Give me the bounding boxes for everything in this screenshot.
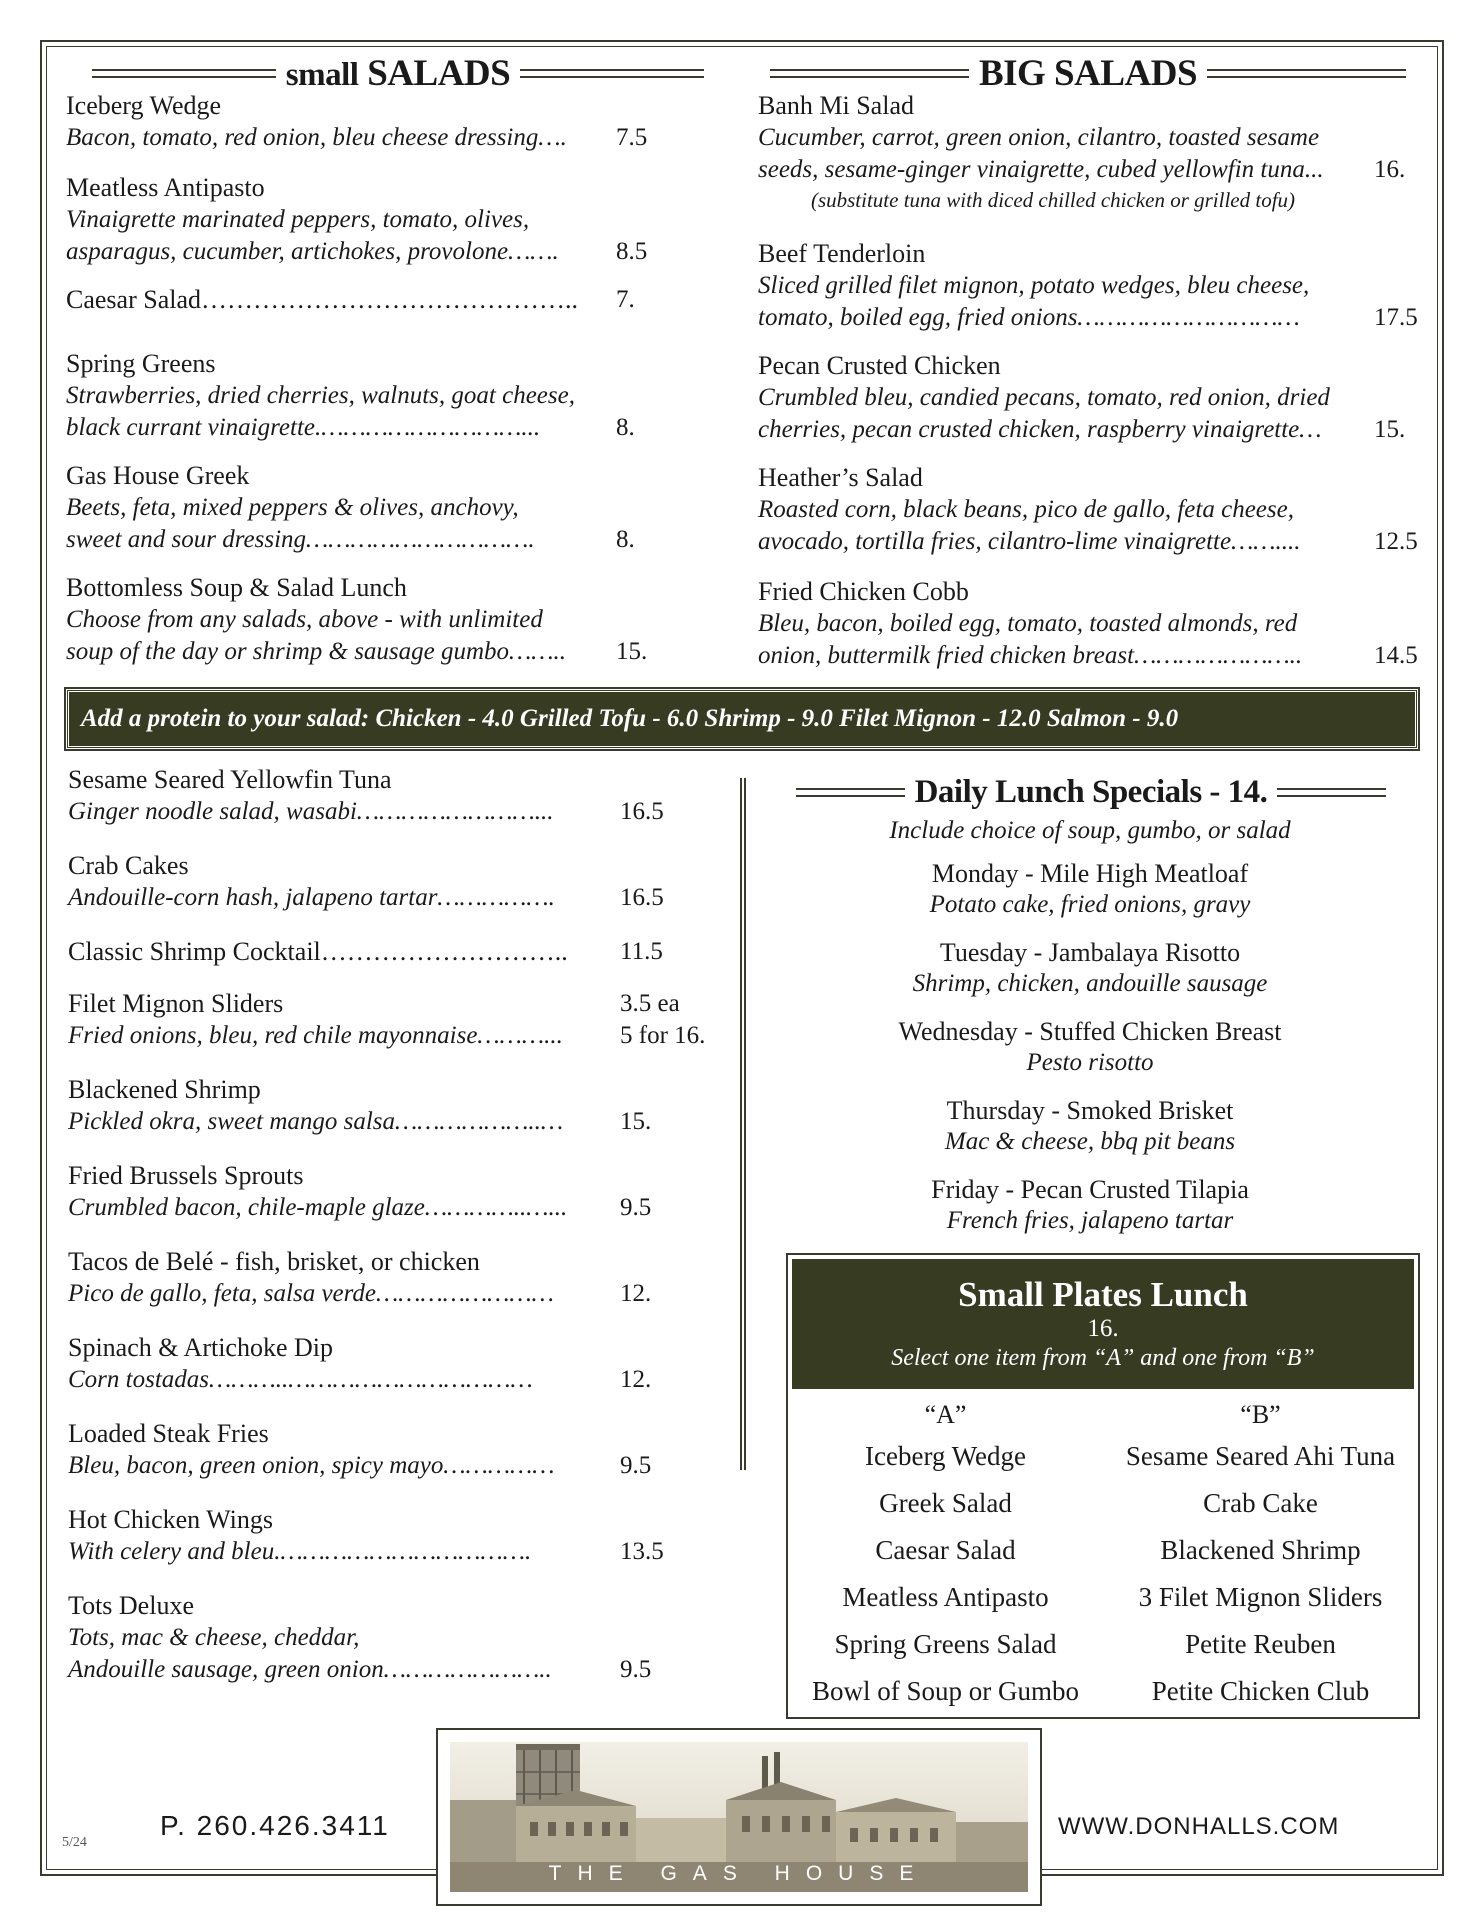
column-a-item: Bowl of Soup or Gumbo [811,1676,1079,1706]
item-desc: cherries, pecan crusted chicken, raspberry vinaigrette… [758,416,1322,443]
column-b-heading: “B” [1240,1400,1281,1429]
item-name: Meatless Antipasto [66,173,265,202]
item-desc: Pico de gallo, feta, salsa verde…………………… [68,1280,554,1307]
special-item [790,1095,1390,1157]
special-dish: Mac & cheese, bbq pit beans [944,1128,1236,1155]
daily-specials [790,816,1390,1236]
item-name: Caesar Salad…………………………………….. [66,285,579,314]
specials-intro: Include choice of soup, gumbo, or salad [889,817,1291,844]
column-b-item: Crab Cake [1203,1488,1318,1518]
item-price: 12. [620,1366,652,1393]
item-desc: Andouille sausage, green onion………………….. [68,1656,552,1683]
column-a-item: Iceberg Wedge [865,1441,1026,1471]
column-b-item: Petite Chicken Club [1151,1676,1370,1706]
column-b-item: Sesame Seared Ahi Tuna [1125,1441,1396,1471]
item-price: 15. [1374,416,1406,443]
menu-item [68,850,718,914]
special-item [790,1174,1390,1236]
menu-item [66,172,666,268]
item-price: 12. [620,1280,652,1307]
menu-item [68,1160,718,1224]
special-item [790,937,1390,999]
column-a-heading: “A” [924,1400,967,1429]
small-plates-list [68,764,718,1694]
daily-specials-heading-text: Daily Lunch Specials - 14. [914,774,1268,810]
column-a-item: Greek Salad [879,1488,1012,1518]
big-salads-heading-text: BIG SALADS [978,53,1198,94]
column-divider [740,778,746,1470]
item-price: 8. [616,414,635,441]
menu-item [68,1418,718,1482]
heading-rule [796,788,905,797]
item-name: Loaded Steak Fries [68,1419,269,1448]
heading-rule [1207,69,1406,78]
column-b-item: Blackened Shrimp [1160,1535,1361,1565]
item-name: Filet Mignon Sliders [68,989,284,1018]
menu-item [68,1246,718,1310]
item-price: 16. [1374,156,1406,183]
item-desc: Vinaigrette marinated peppers, tomato, olives, [66,206,530,233]
item-desc: avocado, tortilla fries, cilantro-lime vinaigrette…….... [758,528,1301,555]
special-dish: French fries, jalapeno tartar [946,1207,1234,1234]
column-b-item: Petite Reuben [1185,1629,1336,1659]
menu-item [68,988,718,1052]
item-desc: black currant vinaigrette.………………………... [66,414,541,441]
item-note: (substitute tuna with diced chilled chicken or grilled tofu) [810,188,1296,212]
small-salads-heading-main: SALADS [367,53,511,94]
item-name: Spring Greens [66,349,216,378]
menu-item [66,460,666,556]
big-salads-heading [770,52,1406,95]
website-link[interactable]: WWW.DONHALLS.COM [1058,1813,1340,1840]
small-salads-heading [92,52,704,95]
column-a [788,1397,1103,1715]
item-name: Sesame Seared Yellowfin Tuna [68,765,392,794]
special-dish: Shrimp, chicken, andouille sausage [912,970,1268,997]
item-desc: Pickled okra, sweet mango salsa………………..… [68,1108,564,1135]
column-b-item: 3 Filet Mignon Sliders [1138,1582,1383,1612]
item-price: 3.5 ea [620,990,680,1017]
item-desc: Bacon, tomato, red onion, bleu cheese dressing…. [66,124,567,151]
menu-item [68,1074,718,1138]
item-desc: With celery and bleu.……………………………. [68,1538,532,1565]
item-name: Tacos de Belé - fish, brisket, or chicken [68,1247,480,1276]
menu-item [66,284,666,316]
item-name: Bottomless Soup & Salad Lunch [66,573,407,602]
item-desc: Crumbled bacon, chile-maple glaze…………..…... [68,1194,568,1221]
heading-rule [770,69,969,78]
menu-item [68,1332,718,1396]
special-dish: Pesto risotto [1026,1049,1154,1076]
column-a-item: Spring Greens Salad [834,1629,1057,1659]
item-desc: Beets, feta, mixed peppers & olives, anchovy, [66,494,519,521]
item-name: Spinach & Artichoke Dip [68,1333,334,1362]
item-price: 7.5 [616,124,648,151]
menu-item [68,1590,718,1686]
item-desc: Choose from any salads, above - with unlimited [66,606,543,633]
item-desc: Sliced grilled filet mignon, potato wedges, bleu cheese, [758,272,1310,299]
menu-item [68,764,718,828]
item-price: 14.5 [1374,642,1418,669]
small-salads-list [66,90,666,680]
small-plates-lunch-subtitle: Select one item from “A” and one from “B” [891,1345,1315,1371]
special-item [790,1016,1390,1078]
special-day: Tuesday - Jambalaya Risotto [939,938,1241,967]
item-price: 7. [616,286,635,313]
item-price: 16.5 [620,884,664,911]
special-day: Wednesday - Stuffed Chicken Breast [898,1017,1282,1046]
item-desc: Fried onions, bleu, red chile mayonnaise………... [68,1022,563,1049]
menu-item [68,1504,718,1568]
item-price: 8.5 [616,238,648,265]
menu-item [758,462,1428,558]
item-desc: onion, buttermilk fried chicken breast………………….. [758,642,1303,669]
small-plates-lunch-title: Small Plates Lunch [958,1275,1248,1314]
item-name: Pecan Crusted Chicken [758,351,1001,380]
item-price: 9.5 [620,1452,652,1479]
item-desc: soup of the day or shrimp & sausage gumbo…….. [66,638,567,665]
item-desc: Strawberries, dried cherries, walnuts, goat cheese, [66,382,575,409]
item-name: Tots Deluxe [68,1591,194,1620]
item-price: 12.5 [1374,528,1418,555]
item-desc: tomato, boiled egg, fried onions………………………… [758,304,1300,331]
item-name: Fried Brussels Sprouts [68,1161,304,1190]
special-dish: Potato cake, fried onions, gravy [929,891,1251,918]
photo-caption: THE GAS HOUSE [548,1862,930,1885]
item-name: Crab Cakes [68,851,189,880]
heading-rule [520,69,704,78]
item-desc: seeds, sesame-ginger vinaigrette, cubed yellowfin tuna... [758,156,1324,183]
item-price: 16.5 [620,798,664,825]
item-desc: Corn tostadas………..…………………………… [68,1366,533,1393]
menu-item [758,576,1428,672]
menu-item [66,348,666,444]
item-name: Blackened Shrimp [68,1075,261,1104]
item-price: 15. [616,638,648,665]
menu-item [66,90,666,154]
menu-item [758,350,1428,446]
item-desc: Bleu, bacon, green onion, spicy mayo…………… [68,1452,555,1479]
item-name: Heather’s Salad [758,463,923,492]
item-price: 11.5 [620,938,663,965]
item-desc: Crumbled bleu, candied pecans, tomato, red onion, dried [758,384,1330,411]
item-name: Banh Mi Salad [758,91,914,120]
small-plates-lunch-header [792,1259,1414,1389]
item-desc: sweet and sour dressing…………………………. [66,526,535,553]
item-price-alt: 5 for 16. [620,1022,706,1049]
small-plates-lunch-box [786,1253,1420,1719]
small-salads-heading-small: small [285,57,359,93]
item-price: 17.5 [1374,304,1418,331]
gas-house-photo [436,1728,1042,1906]
small-plates-lunch-columns [788,1397,1418,1715]
item-price: 8. [616,526,635,553]
item-desc: Bleu, bacon, boiled egg, tomato, toasted almonds, red [758,610,1298,637]
special-day: Thursday - Smoked Brisket [946,1096,1234,1125]
small-plates-lunch-price: 16. [1087,1315,1119,1342]
item-price: 9.5 [620,1656,652,1683]
menu-item [758,238,1428,334]
item-desc: Roasted corn, black beans, pico de gallo, feta cheese, [758,496,1294,523]
item-desc: asparagus, cucumber, artichokes, provolone……. [66,238,559,265]
heading-rule [92,69,276,78]
special-item [790,858,1390,920]
menu-date: 5/24 [62,1835,87,1850]
item-name: Hot Chicken Wings [68,1505,274,1534]
big-salads-list [758,90,1428,680]
item-name: Beef Tenderloin [758,239,926,268]
menu-item [758,90,1428,214]
menu-item [66,572,666,668]
special-day: Monday - Mile High Meatloaf [931,859,1249,888]
item-name: Classic Shrimp Cocktail……………………….. [68,937,568,966]
special-day: Friday - Pecan Crusted Tilapia [931,1175,1249,1204]
item-desc: Cucumber, carrot, green onion, cilantro, toasted sesame [758,124,1320,151]
column-a-item: Meatless Antipasto [842,1582,1049,1612]
phone-number: P. 260.426.3411 [160,1810,390,1841]
item-name: Fried Chicken Cobb [758,577,969,606]
item-desc: Tots, mac & cheese, cheddar, [68,1624,360,1651]
column-b [1103,1397,1418,1715]
column-a-item: Caesar Salad [875,1535,1016,1565]
menu-item [68,936,718,968]
item-price: 13.5 [620,1538,664,1565]
item-desc: Ginger noodle salad, wasabi……………………... [68,798,554,825]
daily-specials-heading [796,774,1386,811]
heading-rule [1277,788,1386,797]
item-price: 15. [620,1108,652,1135]
item-name: Iceberg Wedge [66,91,222,120]
item-price: 9.5 [620,1194,652,1221]
protein-add-on-bar: Add a protein to your salad: Chicken - 4.0 Grilled Tofu - 6.0 Shrimp - 9.0 Filet Mignon - 12.0 Salmon - 9.0 [66,689,1418,749]
item-desc: Andouille-corn hash, jalapeno tartar……………. [68,884,555,911]
item-name: Gas House Greek [66,461,250,490]
